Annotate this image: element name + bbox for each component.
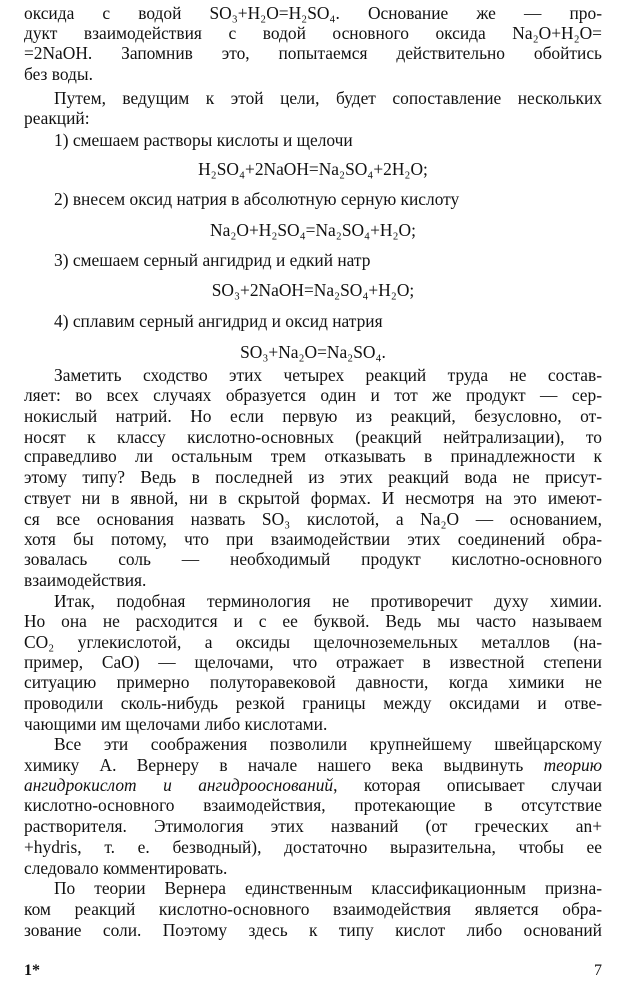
continuation <box>24 0 602 1000</box>
list-item: 3) смешаем серный ангидрид и едкий натр <box>54 250 371 270</box>
text-line: дукт взаимодействия с водой основного оксида Na₂O+H₂O= <box>24 23 602 43</box>
equation: H₂SO₄+2NaOH=Na₂SO₄+2H₂O; <box>198 159 428 179</box>
text-line: +hydris, т. е. безводный), достаточно выразительна, чтобы ее <box>24 837 602 857</box>
text-line: хотя бы потому, что при взаимодействии этих соединений обра- <box>24 529 602 549</box>
text-line: Но она не расходится и с ее буквой. Ведь мы часто называем <box>24 611 602 631</box>
text-line: зование соли. Поэтому здесь к типу кислот либо оснований <box>24 920 602 940</box>
text-line: пример, CaO) — щелочами, что отражает в известной степени <box>24 652 602 672</box>
text-line: носят к классу кислотно-основных (реакций нейтрализации), то <box>24 427 602 447</box>
text-line: ангидрокислот и ангидрооснований, которая описывает случаи <box>24 775 602 795</box>
text-line: ствует ни в явной, ни в скрытой формах. И несмотря на это имеют- <box>24 488 602 508</box>
equation: Na₂O+H₂SO₄=Na₂SO₄+H₂O; <box>210 220 416 240</box>
list-item: 2) внесем оксид натрия в абсолютную серную кислоту <box>54 189 460 209</box>
text-line: ляет: во всех случаях образуется один и тот же продукт — сер- <box>24 385 602 405</box>
italic-term: ангидрокислот и ангидрооснований <box>24 775 334 795</box>
text-line: следовало комментировать. <box>24 858 228 878</box>
text-line: зовалась соль — необходимый продукт кислотно-основного <box>24 549 602 569</box>
text-line: реакций: <box>24 108 90 128</box>
text-line: ситуацию примерно полуторавековой давности, когда химики не <box>24 672 602 692</box>
text-line: кислотно-основного взаимодействия, протекающие в отсутствие <box>24 795 602 815</box>
text-line: без воды. <box>24 64 93 84</box>
text-line: химику А. Вернеру в начале нашего века выдвинуть теорию <box>24 755 602 775</box>
text-line: ся все основания назвать SO₃ кислотой, а Na₂O — основанием, <box>24 509 602 529</box>
equation: SO₃+2NaOH=Na₂SO₄+H₂O; <box>211 280 415 300</box>
text-line: растворителя. Этимология этих названий (от греческих an+ <box>24 816 602 836</box>
text-line: Все эти соображения позволили крупнейшему швейцарскому <box>54 734 602 754</box>
list-item: 4) сплавим серный ангидрид и оксид натрия <box>54 311 383 331</box>
signature-mark: 1* <box>24 962 40 979</box>
text-line: ком реакций кислотно-основного взаимодействия является обра- <box>24 899 602 919</box>
equation: SO₃+Na₂O=Na₂SO₄. <box>240 342 386 362</box>
text-line: чающими им щелочами либо кислотами. <box>24 714 328 734</box>
text-line: взаимодействия. <box>24 570 147 590</box>
italic-term: теорию <box>543 755 602 775</box>
text-line: =2NaOH. Запомнив это, попытаемся действительно обойтись <box>24 43 602 63</box>
text-line: Заметить сходство этих четырех реакций труда не состав- <box>54 365 602 385</box>
list-item: 1) смешаем растворы кислоты и щелочи <box>54 130 353 150</box>
text-line: По теории Вернера единственным классификационным призна- <box>54 878 602 898</box>
text-line: нокислый натрий. Но если первую из реакций, безусловно, от- <box>24 406 602 426</box>
text-line: оксида с водой SO₃+H₂O=H₂SO₄. Основание же — про- <box>24 3 602 23</box>
text-line: справедливо ли остальным трем отказывать в принадлежности к <box>24 446 602 466</box>
page-number: 7 <box>594 962 602 979</box>
text-line: Путем, ведущим к этой цели, будет сопоставление нескольких <box>54 88 602 108</box>
text-line: Итак, подобная терминология не противоречит духу химии. <box>54 591 602 611</box>
text-line: CO₂ углекислотой, а оксиды щелочноземельных металлов (на- <box>24 632 602 652</box>
text-line: проводили сколь-нибудь резкой границы между оксидами и отве- <box>24 693 602 713</box>
text-line: этому типу? Ведь в последней из этих реакций вода не присут- <box>24 467 602 487</box>
